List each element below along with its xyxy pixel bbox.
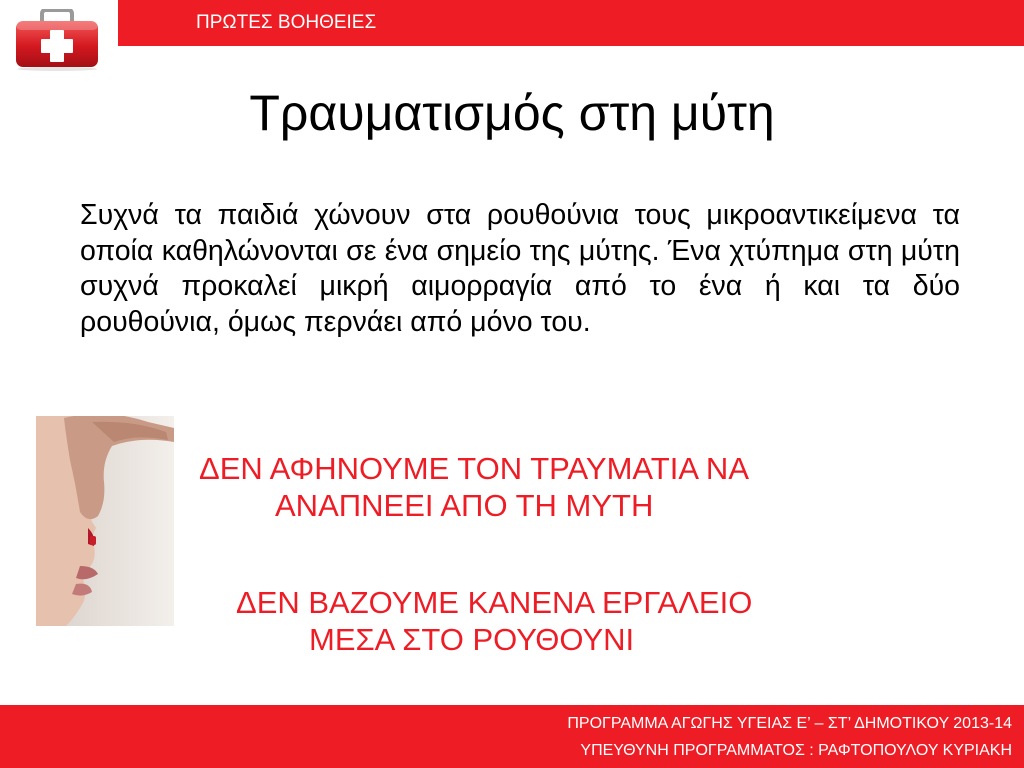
nosebleed-photo <box>36 416 174 626</box>
warning-line: ΔΕΝ ΒΑΖΟΥΜΕ ΚΑΝΕΝΑ ΕΡΓΑΛΕΙΟ <box>236 585 753 620</box>
warning-line: ΔΕΝ ΑΦΗΝΟΥΜΕ ΤΟΝ ΤΡΑΥΜΑΤΙΑ ΝΑ <box>199 451 749 486</box>
warning-line: ΜΕΣΑ ΣΤΟ ΡΟΥΘΟΥΝΙ <box>309 621 635 657</box>
header-title: ΠΡΩΤΕΣ ΒΟΗΘΕΙΕΣ <box>196 12 377 33</box>
warning-line: ΑΝΑΠΝΕΕΙ ΑΠΟ ΤΗ ΜΥΤΗ <box>275 487 654 523</box>
footer-band <box>0 705 1024 768</box>
footer-program: ΠΡΟΓΡΑΜΜΑ ΑΓΩΓΗΣ ΥΓΕΙΑΣ Ε’ – ΣΤ’ ΔΗΜΟΤΙΚΟΥ 2013-14 <box>567 715 1012 732</box>
slide-title: Τραυματισμός στη μύτη <box>249 85 775 141</box>
body-paragraph: Συχνά τα παιδιά χώνουν στα ρουθούνια τους μικροαντικείμενα τα οποία καθηλώνονται σε ένα σημείο της μύτης. Ένα χτύπημα στη μύτη συχνά προκαλεί μικρή αιμορραγία από το ένα ή και τα δύο ρουθούνια, όμως περνάει από μόνο του. <box>80 199 960 338</box>
first-aid-kit-icon <box>14 9 100 71</box>
warning-no-nose-breathing <box>199 451 749 524</box>
footer-responsible: ΥΠΕΥΘΥΝΗ ΠΡΟΓΡΑΜΜΑΤΟΣ : ΡΑΦΤΟΠΟΥΛΟΥ ΚΥΡΙΑΚΗ <box>580 742 1012 759</box>
warning-no-tool-in-nostril <box>236 585 752 658</box>
